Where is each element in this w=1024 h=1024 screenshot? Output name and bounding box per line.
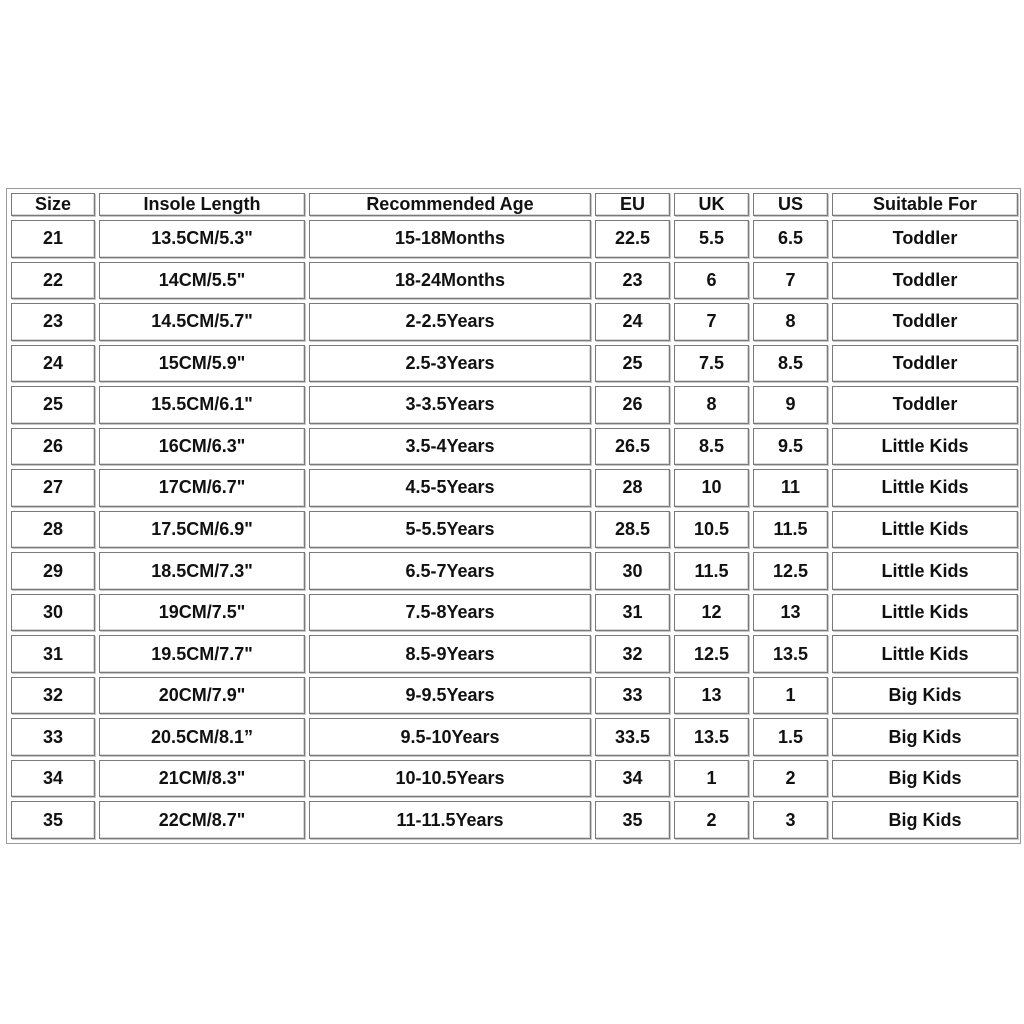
header-eu: EU — [595, 193, 670, 216]
uk-cell: 8.5 — [674, 428, 749, 466]
insole-length-cell: 15.5CM/6.1" — [99, 386, 305, 424]
suitable-for-cell: Toddler — [832, 220, 1018, 258]
header-insole-length: Insole Length — [99, 193, 305, 216]
recommended-age-cell: 3.5-4Years — [309, 428, 591, 466]
suitable-for-cell: Toddler — [832, 345, 1018, 383]
uk-cell: 8 — [674, 386, 749, 424]
header-recommended-age: Recommended Age — [309, 193, 591, 216]
us-cell: 1.5 — [753, 718, 828, 756]
us-cell: 9.5 — [753, 428, 828, 466]
recommended-age-cell: 3-3.5Years — [309, 386, 591, 424]
eu-cell: 30 — [595, 552, 670, 590]
recommended-age-cell: 10-10.5Years — [309, 760, 591, 798]
recommended-age-cell: 11-11.5Years — [309, 801, 591, 839]
table-row — [11, 594, 1018, 632]
table-row — [11, 469, 1018, 507]
suitable-for-cell: Big Kids — [832, 760, 1018, 798]
table-row — [11, 801, 1018, 839]
us-cell: 12.5 — [753, 552, 828, 590]
recommended-age-cell: 6.5-7Years — [309, 552, 591, 590]
us-cell: 8.5 — [753, 345, 828, 383]
suitable-for-cell: Big Kids — [832, 801, 1018, 839]
insole-length-cell: 13.5CM/5.3" — [99, 220, 305, 258]
us-cell: 8 — [753, 303, 828, 341]
eu-cell: 33 — [595, 677, 670, 715]
size-cell: 33 — [11, 718, 95, 756]
insole-length-cell: 14.5CM/5.7" — [99, 303, 305, 341]
recommended-age-cell: 18-24Months — [309, 262, 591, 300]
recommended-age-cell: 4.5-5Years — [309, 469, 591, 507]
us-cell: 9 — [753, 386, 828, 424]
suitable-for-cell: Toddler — [832, 262, 1018, 300]
header-suitable-for: Suitable For — [832, 193, 1018, 216]
size-cell: 34 — [11, 760, 95, 798]
us-cell: 13.5 — [753, 635, 828, 673]
size-cell: 24 — [11, 345, 95, 383]
uk-cell: 10 — [674, 469, 749, 507]
insole-length-cell: 19.5CM/7.7" — [99, 635, 305, 673]
suitable-for-cell: Toddler — [832, 303, 1018, 341]
eu-cell: 22.5 — [595, 220, 670, 258]
uk-cell: 13 — [674, 677, 749, 715]
header-size: Size — [11, 193, 95, 216]
size-cell: 30 — [11, 594, 95, 632]
insole-length-cell: 20.5CM/8.1” — [99, 718, 305, 756]
eu-cell: 34 — [595, 760, 670, 798]
us-cell: 1 — [753, 677, 828, 715]
size-cell: 29 — [11, 552, 95, 590]
eu-cell: 35 — [595, 801, 670, 839]
us-cell: 13 — [753, 594, 828, 632]
uk-cell: 1 — [674, 760, 749, 798]
us-cell: 2 — [753, 760, 828, 798]
table-row — [11, 718, 1018, 756]
eu-cell: 24 — [595, 303, 670, 341]
size-cell: 27 — [11, 469, 95, 507]
recommended-age-cell: 9.5-10Years — [309, 718, 591, 756]
insole-length-cell: 20CM/7.9" — [99, 677, 305, 715]
eu-cell: 26 — [595, 386, 670, 424]
eu-cell: 25 — [595, 345, 670, 383]
uk-cell: 12 — [674, 594, 749, 632]
table-row — [11, 345, 1018, 383]
us-cell: 6.5 — [753, 220, 828, 258]
recommended-age-cell: 15-18Months — [309, 220, 591, 258]
suitable-for-cell: Little Kids — [832, 594, 1018, 632]
table-row — [11, 511, 1018, 549]
table-row — [11, 677, 1018, 715]
table-body — [11, 220, 1018, 839]
size-cell: 21 — [11, 220, 95, 258]
eu-cell: 23 — [595, 262, 670, 300]
us-cell: 7 — [753, 262, 828, 300]
size-cell: 32 — [11, 677, 95, 715]
header-us: US — [753, 193, 828, 216]
suitable-for-cell: Little Kids — [832, 635, 1018, 673]
eu-cell: 26.5 — [595, 428, 670, 466]
eu-cell: 32 — [595, 635, 670, 673]
insole-length-cell: 21CM/8.3" — [99, 760, 305, 798]
size-table — [7, 189, 1022, 843]
eu-cell: 33.5 — [595, 718, 670, 756]
eu-cell: 31 — [595, 594, 670, 632]
size-cell: 35 — [11, 801, 95, 839]
us-cell: 3 — [753, 801, 828, 839]
table-row — [11, 386, 1018, 424]
header-row — [11, 193, 1018, 216]
suitable-for-cell: Big Kids — [832, 718, 1018, 756]
uk-cell: 7 — [674, 303, 749, 341]
recommended-age-cell: 2.5-3Years — [309, 345, 591, 383]
suitable-for-cell: Little Kids — [832, 469, 1018, 507]
suitable-for-cell: Little Kids — [832, 511, 1018, 549]
recommended-age-cell: 2-2.5Years — [309, 303, 591, 341]
insole-length-cell: 14CM/5.5" — [99, 262, 305, 300]
recommended-age-cell: 5-5.5Years — [309, 511, 591, 549]
size-chart — [6, 188, 1021, 844]
eu-cell: 28.5 — [595, 511, 670, 549]
us-cell: 11 — [753, 469, 828, 507]
insole-length-cell: 15CM/5.9" — [99, 345, 305, 383]
table-row — [11, 635, 1018, 673]
uk-cell: 13.5 — [674, 718, 749, 756]
suitable-for-cell: Little Kids — [832, 428, 1018, 466]
insole-length-cell: 17.5CM/6.9" — [99, 511, 305, 549]
table-row — [11, 428, 1018, 466]
uk-cell: 7.5 — [674, 345, 749, 383]
suitable-for-cell: Big Kids — [832, 677, 1018, 715]
table-row — [11, 262, 1018, 300]
insole-length-cell: 22CM/8.7" — [99, 801, 305, 839]
eu-cell: 28 — [595, 469, 670, 507]
table-row — [11, 220, 1018, 258]
recommended-age-cell: 9-9.5Years — [309, 677, 591, 715]
uk-cell: 6 — [674, 262, 749, 300]
suitable-for-cell: Little Kids — [832, 552, 1018, 590]
uk-cell: 5.5 — [674, 220, 749, 258]
insole-length-cell: 19CM/7.5" — [99, 594, 305, 632]
size-cell: 25 — [11, 386, 95, 424]
size-cell: 26 — [11, 428, 95, 466]
suitable-for-cell: Toddler — [832, 386, 1018, 424]
uk-cell: 11.5 — [674, 552, 749, 590]
insole-length-cell: 16CM/6.3" — [99, 428, 305, 466]
header-uk: UK — [674, 193, 749, 216]
insole-length-cell: 18.5CM/7.3" — [99, 552, 305, 590]
uk-cell: 2 — [674, 801, 749, 839]
table-row — [11, 552, 1018, 590]
insole-length-cell: 17CM/6.7" — [99, 469, 305, 507]
size-cell: 22 — [11, 262, 95, 300]
table-row — [11, 303, 1018, 341]
uk-cell: 12.5 — [674, 635, 749, 673]
size-cell: 23 — [11, 303, 95, 341]
us-cell: 11.5 — [753, 511, 828, 549]
recommended-age-cell: 7.5-8Years — [309, 594, 591, 632]
table-row — [11, 760, 1018, 798]
recommended-age-cell: 8.5-9Years — [309, 635, 591, 673]
uk-cell: 10.5 — [674, 511, 749, 549]
size-cell: 28 — [11, 511, 95, 549]
size-cell: 31 — [11, 635, 95, 673]
